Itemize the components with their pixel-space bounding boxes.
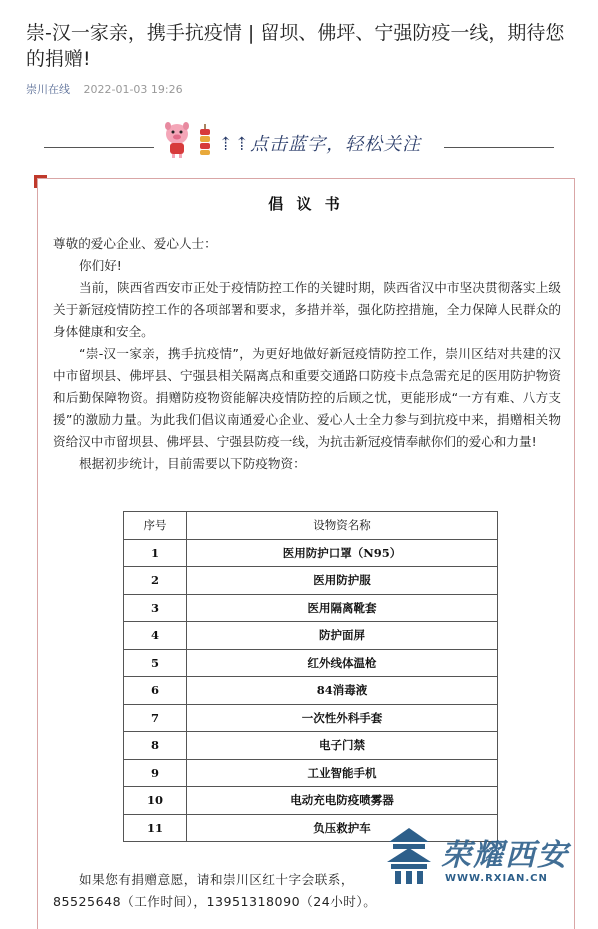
paragraph: 根据初步统计，目前需要以下防疫物资： xyxy=(79,456,306,471)
paragraph: “崇-汉一家亲，携手抗疫情”，为更好地做好新冠疫情防控工作，崇川区结对共建的汉中市留坝县、佛坪县、宁强县相关隔离点和重要交通路口防疫卡点急需充足的医用防护物资和后勤保障物资。捐赠防疫物资能解决疫情防控的后顾之忧，更能形成“一方有难、八方支援”的激励力量。为此我们倡议南通爱心企业、爱心人士全力参与到抗疫中来，捐赠相关物资给汉中市留坝县、佛坪县、宁强县防疫一线，为抗击新冠疫情奉献你们的爱心和力量! xyxy=(53,346,561,449)
row-no: 3 xyxy=(124,594,187,622)
building-logo-icon xyxy=(383,826,435,886)
table-row xyxy=(124,787,498,815)
contact-line: 如果您有捐赠意愿，请和崇川区红十字会联系， xyxy=(79,872,354,887)
row-no: 5 xyxy=(124,649,187,677)
divider-line xyxy=(444,147,554,148)
row-no: 6 xyxy=(124,677,187,705)
watermark-brand: 荣耀西安 xyxy=(441,838,569,873)
follow-text[interactable]: ⇡⇡点击蓝字，轻松关注 xyxy=(218,134,422,155)
article-meta xyxy=(26,81,183,97)
proposal-document xyxy=(37,178,575,929)
row-item-name: 防护面屏 xyxy=(187,622,498,650)
table-header-row xyxy=(124,512,498,540)
firecracker-icon xyxy=(196,124,214,156)
row-item-name: 负压救护车 xyxy=(187,814,498,842)
pig-mascot-icon xyxy=(160,120,194,158)
watermark xyxy=(383,826,583,898)
row-item-name: 医用防护服 xyxy=(187,567,498,595)
table-row xyxy=(124,539,498,567)
row-no: 11 xyxy=(124,814,187,842)
row-no: 1 xyxy=(124,539,187,567)
column-header-no: 序号 xyxy=(124,512,187,540)
row-item-name: 医用防护口罩（N95） xyxy=(187,539,498,567)
table-row xyxy=(124,622,498,650)
row-item-name: 84消毒液 xyxy=(187,677,498,705)
row-no: 4 xyxy=(124,622,187,650)
table-row xyxy=(124,567,498,595)
arrow-up-icon: ⇡⇡ xyxy=(218,134,251,155)
table-row xyxy=(124,649,498,677)
column-header-name: 设物资名称 xyxy=(187,512,498,540)
table-row xyxy=(124,704,498,732)
row-no: 2 xyxy=(124,567,187,595)
salutation: 尊敬的爱心企业、爱心人士： xyxy=(53,236,217,251)
proposal-body xyxy=(53,233,561,475)
paragraph: 当前，陕西省西安市正处于疫情防控工作的关键时期，陕西省汉中市坚决贯彻落实上级关于新冠疫情防控工作的各项部署和要求，多措并举，强化防控措施，全力保障人民群众的身体健康和安全。 xyxy=(53,280,561,339)
table-row xyxy=(124,759,498,787)
row-no: 10 xyxy=(124,787,187,815)
article-title: 崇-汉一家亲，携手抗疫情 | 留坝、佛坪、宁强防疫一线，期待您的捐赠! xyxy=(26,22,565,70)
row-item-name: 医用隔离靴套 xyxy=(187,594,498,622)
row-no: 8 xyxy=(124,732,187,760)
corner-decoration xyxy=(34,175,47,188)
greeting: 你们好! xyxy=(79,258,122,273)
follow-banner[interactable] xyxy=(40,118,560,162)
divider-line xyxy=(44,147,154,148)
article-datetime: 2022-01-03 19:26 xyxy=(83,83,183,96)
supplies-table xyxy=(123,511,498,842)
proposal-title: 倡 议 书 xyxy=(268,195,344,213)
table-row xyxy=(124,732,498,760)
row-item-name: 电动充电防疫喷雾器 xyxy=(187,787,498,815)
contact-phone-line: 85525648（工作时间），13951318090（24小时）。 xyxy=(53,894,377,909)
watermark-url: WWW.RXIAN.CN xyxy=(445,873,548,884)
row-item-name: 一次性外科手套 xyxy=(187,704,498,732)
table-row xyxy=(124,594,498,622)
row-item-name: 电子门禁 xyxy=(187,732,498,760)
row-no: 7 xyxy=(124,704,187,732)
article-source-link[interactable]: 崇川在线 xyxy=(26,83,70,96)
table-row xyxy=(124,677,498,705)
row-item-name: 工业智能手机 xyxy=(187,759,498,787)
row-no: 9 xyxy=(124,759,187,787)
row-item-name: 红外线体温枪 xyxy=(187,649,498,677)
